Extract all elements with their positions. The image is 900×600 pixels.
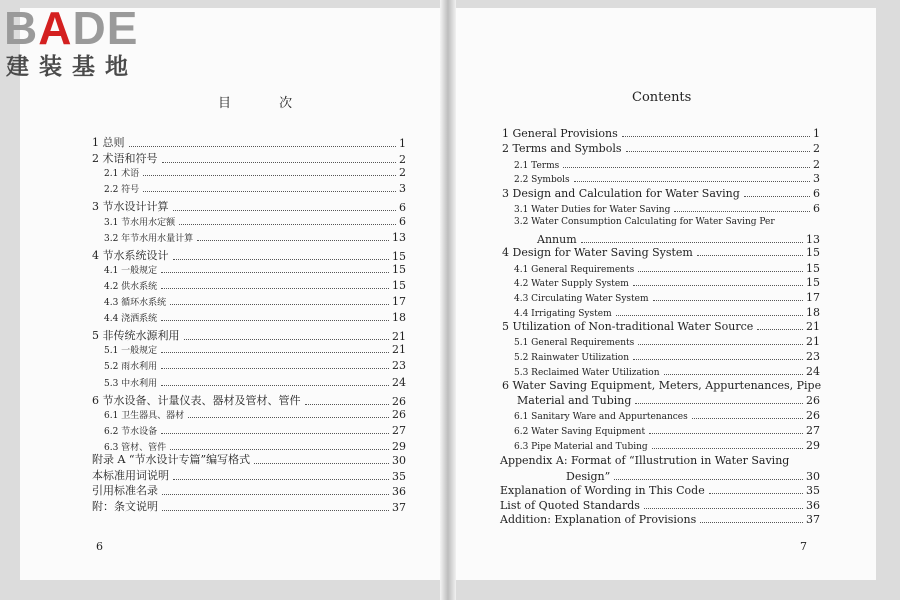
toc-entry bbox=[502, 320, 820, 333]
toc-entry-page: 13 bbox=[392, 230, 406, 244]
toc-entry-label: 5.3 Reclaimed Water Utilization bbox=[514, 368, 660, 378]
toc-entry-page: 36 bbox=[806, 499, 820, 512]
toc-entry-page: 2 bbox=[399, 153, 406, 167]
leader-dots bbox=[744, 196, 810, 197]
toc-entry-page: 24 bbox=[392, 375, 406, 389]
right-page-title: Contents bbox=[632, 90, 692, 105]
leader-dots bbox=[674, 211, 810, 212]
toc-entry-page: 26 bbox=[392, 394, 406, 408]
toc-entry-page: 15 bbox=[806, 276, 820, 289]
toc-entry bbox=[514, 350, 820, 363]
toc-entry bbox=[514, 172, 820, 185]
toc-entry-label: 4.3 Circulating Water System bbox=[514, 294, 649, 304]
toc-entry-page: 1 bbox=[813, 127, 820, 140]
toc-entry-label: 5.2 Rainwater Utilization bbox=[514, 353, 630, 363]
leader-dots bbox=[622, 136, 810, 137]
leader-dots bbox=[644, 508, 803, 509]
toc-entry-label: 3.1 节水用水定额 bbox=[104, 217, 176, 228]
toc-entry-page: 2 bbox=[399, 166, 406, 180]
toc-entry-label: 4.1 General Requirements bbox=[514, 265, 635, 275]
toc-entry-label: 6.2 节水设备 bbox=[104, 426, 158, 437]
toc-entry-label: 4 节水系统设计 bbox=[92, 248, 169, 262]
toc-entry-label: 6.2 Water Saving Equipment bbox=[514, 427, 646, 437]
toc-entry bbox=[514, 262, 820, 275]
toc-entry-page: 3 bbox=[813, 172, 820, 185]
toc-entry bbox=[502, 142, 820, 155]
toc-entry bbox=[514, 306, 820, 319]
leader-dots bbox=[652, 448, 803, 449]
toc-entry-label: 5 非传统水源利用 bbox=[92, 329, 180, 343]
toc-entry-page: 23 bbox=[392, 359, 406, 373]
toc-entry-label: 4.1 一般规定 bbox=[104, 265, 158, 276]
leader-dots bbox=[653, 300, 803, 301]
toc-entry-label: Appendix A: Format of “Illustrution in Water Saving bbox=[500, 454, 790, 467]
leader-dots bbox=[614, 479, 803, 480]
toc-entry-label: List of Quoted Standards bbox=[500, 499, 640, 512]
left-page-title: 目 次 bbox=[218, 96, 315, 111]
toc-entry-label: 6 节水设备、计量仪表、器材及管材、管件 bbox=[92, 393, 301, 407]
toc-entry bbox=[566, 470, 820, 483]
leader-dots bbox=[649, 433, 803, 434]
toc-entry bbox=[502, 127, 820, 140]
toc-entry-page: 6 bbox=[399, 201, 406, 215]
leader-dots bbox=[616, 315, 803, 316]
toc-entry bbox=[500, 454, 820, 467]
right-page-number: 7 bbox=[800, 540, 807, 553]
leader-dots bbox=[664, 374, 803, 375]
toc-entry bbox=[514, 158, 820, 171]
toc-entry bbox=[502, 246, 820, 259]
toc-entry-label: 1 总则 bbox=[92, 136, 125, 149]
logo-chinese-text: 建装基地 bbox=[6, 54, 138, 80]
toc-entry-label: 2 术语和符号 bbox=[92, 152, 158, 166]
toc-entry-page: 15 bbox=[392, 262, 406, 276]
toc-entry bbox=[502, 379, 820, 392]
toc-entry-label: 5 Utilization of Non-traditional Water Source bbox=[502, 320, 754, 333]
toc-entry bbox=[514, 291, 820, 304]
leader-dots bbox=[638, 344, 803, 345]
toc-entry-label: 4.2 供水系统 bbox=[104, 281, 158, 292]
toc-entry bbox=[514, 335, 820, 348]
toc-entry-label: 3.2 年节水用水量计算 bbox=[104, 233, 194, 244]
toc-entry-page: 15 bbox=[806, 262, 820, 275]
leader-dots bbox=[581, 242, 803, 243]
toc-entry-label: 6 Water Saving Equipment, Meters, Appurtenances, Pipe bbox=[502, 379, 822, 392]
toc-entry-page: 27 bbox=[392, 423, 406, 437]
toc-entry-label: 6.3 管材、管件 bbox=[104, 442, 167, 453]
toc-entry-page: 13 bbox=[806, 233, 820, 246]
toc-entry bbox=[500, 513, 820, 526]
toc-entry-page: 30 bbox=[806, 470, 820, 483]
leader-dots bbox=[574, 181, 810, 182]
toc-entry-label: 2.1 术语 bbox=[104, 169, 140, 180]
toc-entry-label: 3.1 Water Duties for Water Saving bbox=[514, 205, 671, 215]
toc-entry-page: 26 bbox=[392, 407, 406, 421]
toc-entry bbox=[514, 276, 820, 289]
toc-entry-label: 4.2 Water Supply System bbox=[514, 279, 629, 289]
toc-entry-label: 2.1 Terms bbox=[514, 161, 560, 171]
leader-dots bbox=[563, 167, 810, 168]
toc-entry-page: 21 bbox=[806, 335, 820, 348]
toc-entry-label: 5.2 雨水利用 bbox=[104, 362, 158, 373]
toc-entry-page: 21 bbox=[392, 343, 406, 357]
toc-entry bbox=[514, 439, 820, 452]
toc-entry-label: 2.2 符号 bbox=[104, 185, 140, 196]
toc-entry-label: Explanation of Wording in This Code bbox=[500, 484, 705, 497]
leader-dots bbox=[709, 493, 803, 494]
left-page-number: 6 bbox=[96, 540, 103, 553]
toc-entry bbox=[502, 187, 820, 200]
toc-entry bbox=[537, 233, 820, 246]
toc-entry-label: 4.3 循环水系统 bbox=[104, 298, 167, 308]
leader-dots bbox=[697, 255, 803, 256]
toc-entry-page: 18 bbox=[392, 311, 406, 325]
toc-entry-label: 6.1 Sanitary Ware and Appurtenances bbox=[514, 412, 688, 422]
toc-entry-label: 3 节水设计计算 bbox=[92, 200, 169, 214]
toc-entry-page: 21 bbox=[806, 320, 820, 333]
toc-entry-label: Annum bbox=[537, 233, 577, 246]
toc-entry-page: 29 bbox=[392, 439, 406, 453]
toc-entry-page: 35 bbox=[806, 484, 820, 497]
toc-entry bbox=[514, 202, 820, 215]
toc-entry-label: Material and Tubing bbox=[517, 394, 632, 407]
toc-entry-label: 引用标准名录 bbox=[92, 484, 158, 497]
toc-entry-page: 15 bbox=[806, 246, 820, 259]
toc-entry-page: 15 bbox=[392, 249, 406, 263]
toc-entry-page: 30 bbox=[392, 454, 406, 467]
toc-entry-label: 2.2 Symbols bbox=[514, 175, 570, 185]
toc-entry-page: 35 bbox=[392, 470, 406, 483]
toc-entry-page: 6 bbox=[399, 214, 406, 228]
toc-entry-page: 27 bbox=[806, 424, 820, 437]
toc-entry-page: 2 bbox=[813, 142, 820, 155]
toc-entry-label: 附录 A “节水设计专篇”编写格式 bbox=[92, 453, 251, 466]
toc-entry-page: 18 bbox=[806, 306, 820, 319]
toc-entry-label: 6.1 卫生器具、器材 bbox=[104, 410, 185, 421]
toc-entry bbox=[514, 409, 820, 422]
toc-entry-label: 4.4 Irrigating System bbox=[514, 309, 612, 319]
toc-entry-label: 6.3 Pipe Material and Tubing bbox=[514, 442, 648, 452]
toc-entry-page: 15 bbox=[392, 278, 406, 292]
toc-entry-page: 1 bbox=[399, 137, 406, 150]
toc-entry bbox=[500, 484, 820, 497]
toc-entry-label: 本标准用词说明 bbox=[92, 469, 169, 482]
leader-dots bbox=[626, 151, 810, 152]
leader-dots bbox=[638, 271, 803, 272]
toc-entry bbox=[514, 424, 820, 437]
toc-entry-page: 29 bbox=[806, 439, 820, 452]
toc-entry-label: 附：条文说明 bbox=[92, 500, 158, 513]
toc-entry-label: 1 General Provisions bbox=[502, 127, 618, 140]
toc-entry-page: 37 bbox=[806, 513, 820, 526]
toc-entry-page: 2 bbox=[813, 158, 820, 171]
toc-entry-page: 21 bbox=[392, 330, 406, 344]
leader-dots bbox=[633, 285, 803, 286]
toc-entry-page: 3 bbox=[399, 182, 406, 196]
toc-entry-page: 17 bbox=[392, 295, 406, 308]
toc-entry-label: 5.3 中水利用 bbox=[104, 378, 158, 389]
leader-dots bbox=[692, 418, 803, 419]
leader-dots bbox=[633, 359, 803, 360]
leader-dots bbox=[757, 329, 803, 330]
toc-entry-page: 6 bbox=[813, 202, 820, 215]
toc-entry-label: 4 Design for Water Saving System bbox=[502, 246, 693, 259]
toc-entry-label: 5.1 一般规定 bbox=[104, 346, 158, 357]
toc-entry-page: 37 bbox=[392, 501, 406, 514]
toc-entry-label: 4.4 浇洒系统 bbox=[104, 314, 158, 325]
leader-dots bbox=[700, 522, 803, 523]
toc-entry-page: 26 bbox=[806, 394, 820, 407]
toc-entry-page: 36 bbox=[392, 485, 406, 498]
toc-entry-label: 3 Design and Calculation for Water Saving bbox=[502, 187, 740, 200]
toc-entry bbox=[500, 499, 820, 512]
toc-entry bbox=[517, 394, 820, 407]
logo-wordmark: BADE bbox=[4, 2, 139, 54]
toc-entry-label: Addition: Explanation of Provisions bbox=[500, 513, 697, 526]
toc-entry-label: 5.1 General Requirements bbox=[514, 338, 635, 348]
toc-entry-page: 6 bbox=[813, 187, 820, 200]
toc-entry-page: 24 bbox=[806, 365, 820, 378]
toc-entry-page: 23 bbox=[806, 350, 820, 363]
toc-entry-label: 3.2 Water Consumption Calculating for Water Saving Per bbox=[514, 217, 775, 227]
toc-entry-label: 2 Terms and Symbols bbox=[502, 142, 622, 155]
leader-dots bbox=[635, 403, 803, 404]
toc-entry bbox=[514, 365, 820, 378]
toc-entry-page: 26 bbox=[806, 409, 820, 422]
toc-entry-label: Design” bbox=[566, 470, 611, 483]
toc-entry-page: 17 bbox=[806, 291, 820, 304]
toc-entry bbox=[514, 217, 820, 227]
